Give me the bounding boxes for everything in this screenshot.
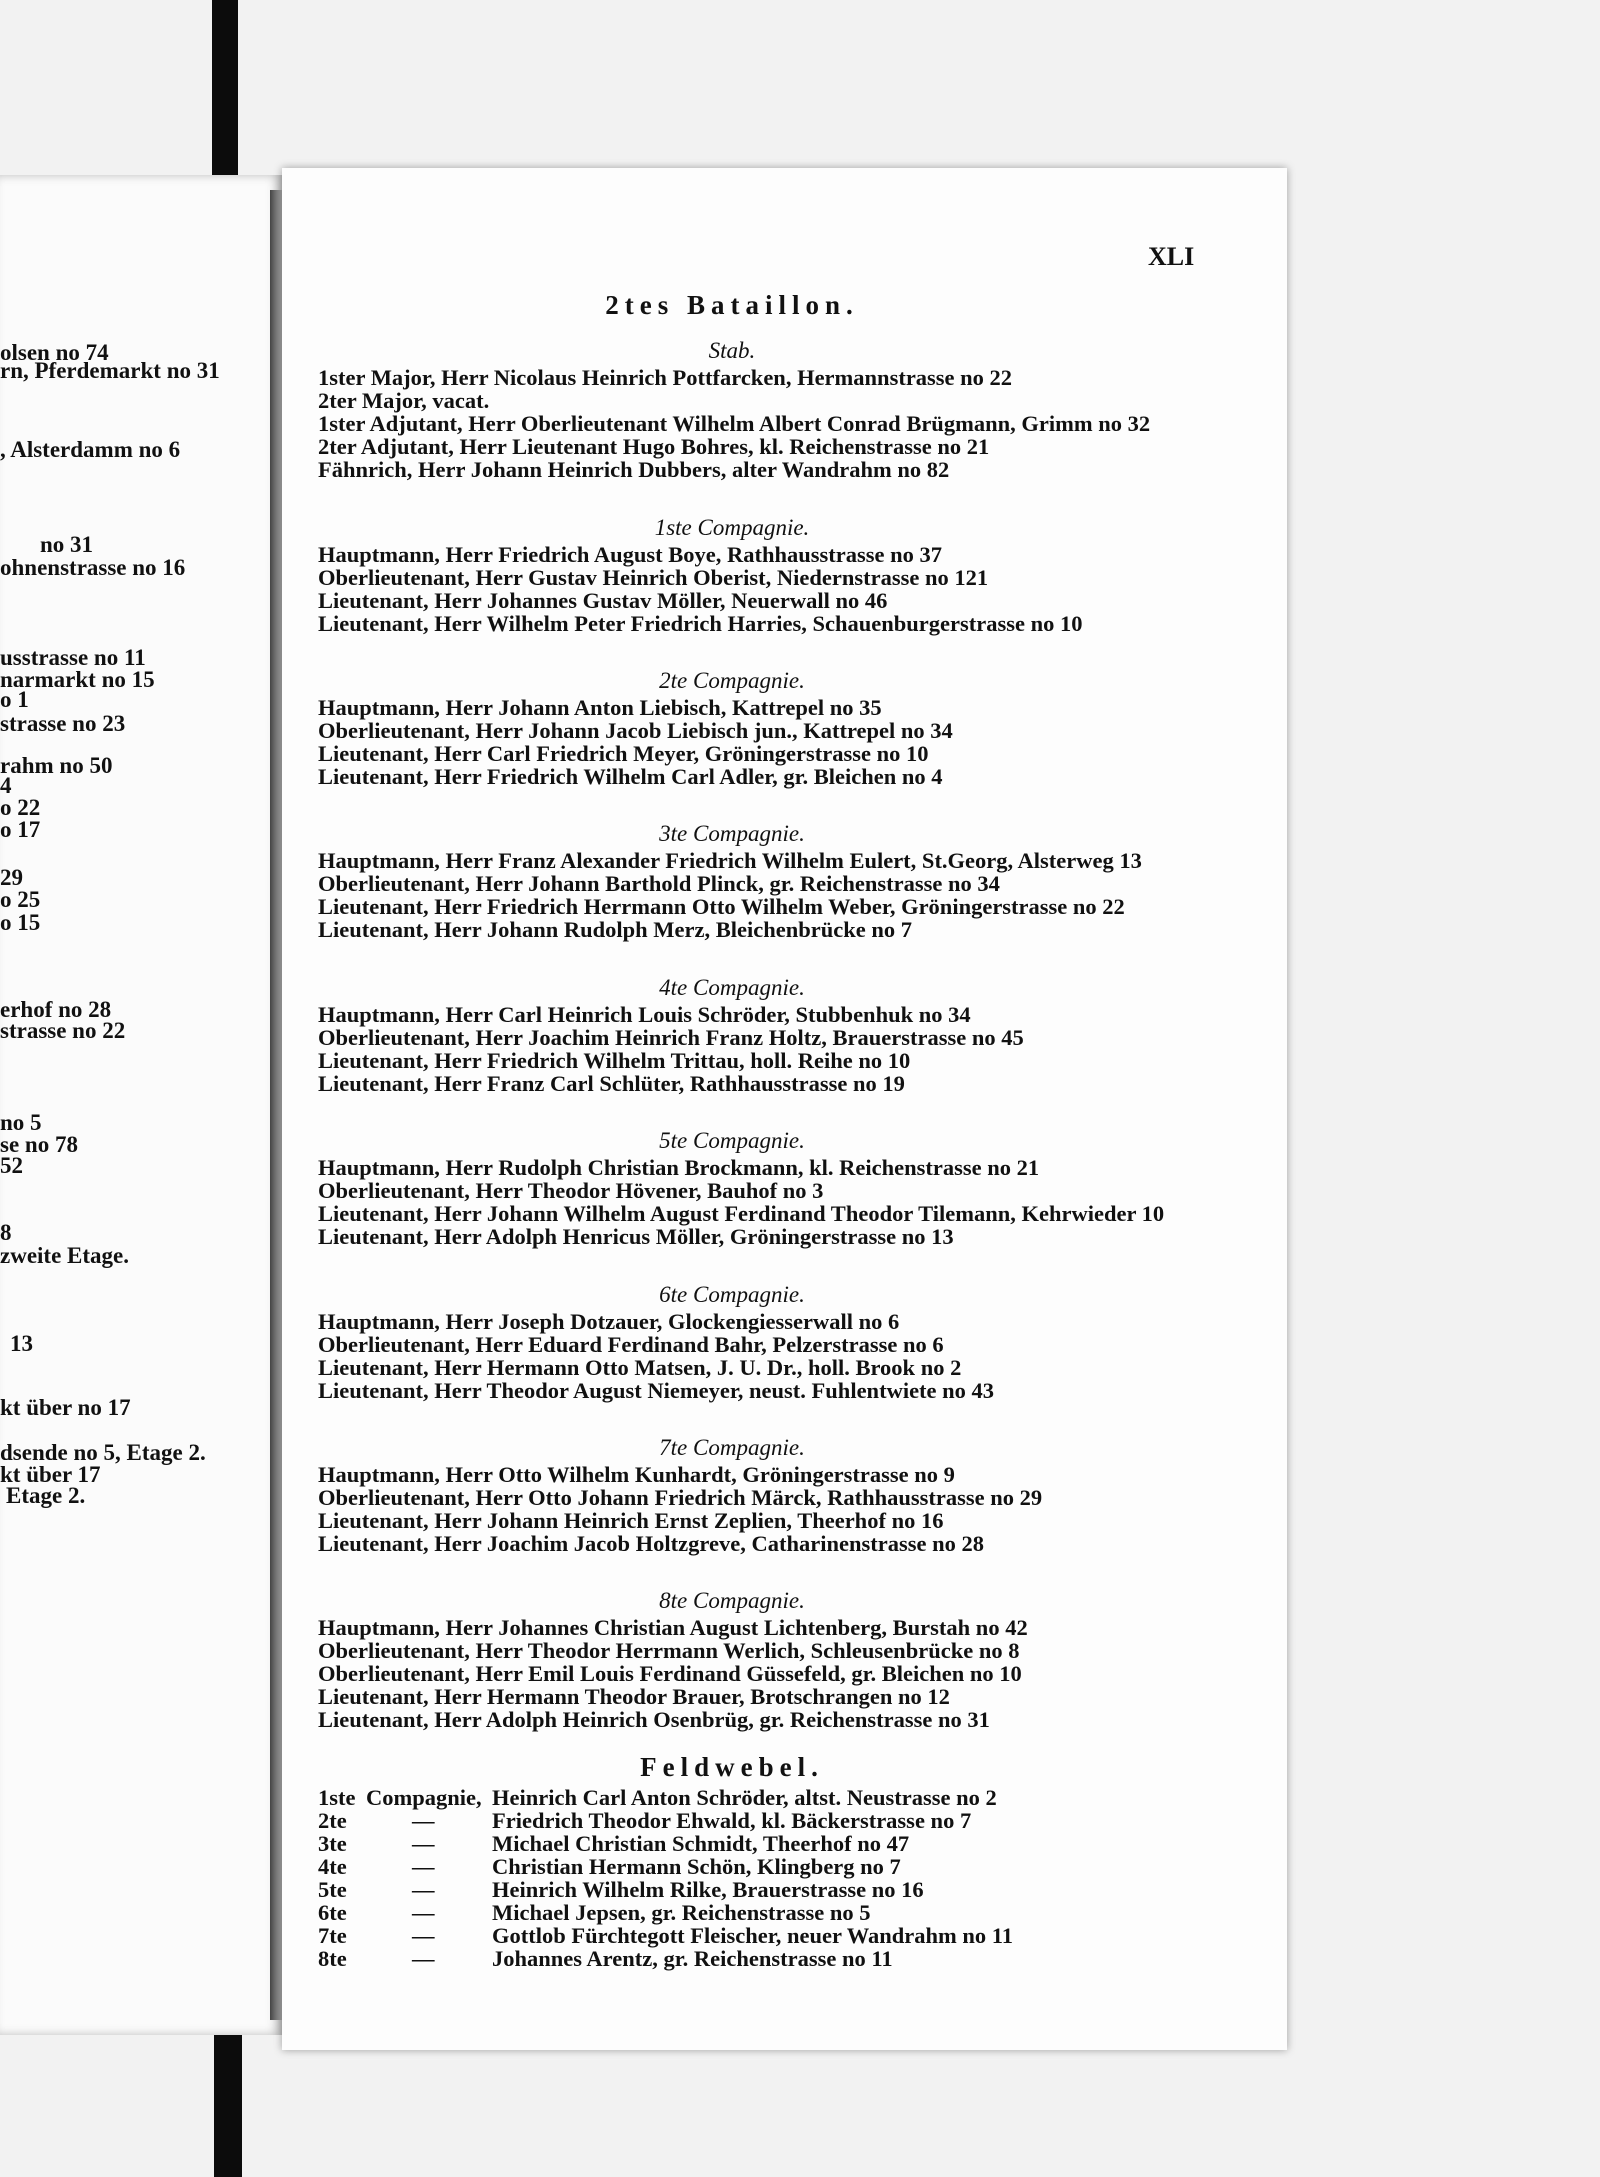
list-item: Lieutenant, Herr Adolph Heinrich Osenbrüg, gr. Reichenstrasse no 31: [318, 1707, 990, 1732]
list-item: Hauptmann, Herr Johann Anton Liebisch, Kattrepel no 35: [318, 695, 882, 720]
feldwebel-company: 4te: [318, 1854, 347, 1879]
feldwebel-company: 1ste: [318, 1785, 356, 1810]
list-item: Oberlieutenant, Herr Emil Louis Ferdinand Güssefeld, gr. Bleichen no 10: [318, 1661, 1022, 1686]
list-item: Hauptmann, Herr Otto Wilhelm Kunhardt, Gröningerstrasse no 9: [318, 1462, 955, 1487]
left-fragment: erhof no 28: [0, 997, 112, 1022]
left-page: [0, 175, 282, 2035]
list-item: Lieutenant, Herr Friedrich Herrmann Otto Wilhelm Weber, Gröningerstrasse no 22: [318, 894, 1125, 919]
list-item: Lieutenant, Herr Johann Heinrich Ernst Zeplien, Theerhof no 16: [318, 1508, 944, 1533]
left-fragment: no 5: [0, 1110, 42, 1135]
list-item: Hauptmann, Herr Carl Heinrich Louis Schröder, Stubbenhuk no 34: [318, 1002, 971, 1027]
feldwebel-name: Heinrich Wilhelm Rilke, Brauerstrasse no 16: [492, 1877, 924, 1902]
left-fragment: strasse no 23: [0, 711, 126, 736]
left-fragment: 52: [0, 1153, 23, 1178]
list-item: Lieutenant, Herr Adolph Henricus Möller, Gröningerstrasse no 13: [318, 1224, 954, 1249]
left-fragment: strasse no 22: [0, 1018, 126, 1043]
left-fragment: o 25: [0, 887, 41, 912]
list-item: Oberlieutenant, Herr Eduard Ferdinand Bahr, Pelzerstrasse no 6: [318, 1332, 944, 1357]
list-item: Hauptmann, Herr Rudolph Christian Brockmann, kl. Reichenstrasse no 21: [318, 1155, 1040, 1180]
list-item: Fähnrich, Herr Johann Heinrich Dubbers, alter Wandrahm no 82: [318, 457, 950, 482]
left-fragment: kt über 17: [0, 1462, 101, 1487]
list-item: Lieutenant, Herr Friedrich Wilhelm Carl Adler, gr. Bleichen no 4: [318, 764, 943, 789]
feldwebel-company: 5te: [318, 1877, 347, 1902]
list-item: Oberlieutenant, Herr Johann Barthold Plinck, gr. Reichenstrasse no 34: [318, 871, 1000, 896]
feldwebel-name: Michael Christian Schmidt, Theerhof no 47: [492, 1831, 910, 1856]
left-fragment: usstrasse no 11: [0, 645, 146, 670]
list-item: Lieutenant, Herr Friedrich Wilhelm Trittau, holl. Reihe no 10: [318, 1048, 911, 1073]
list-item: 2ter Major, vacat.: [318, 388, 490, 413]
feldwebel-label: —: [412, 1808, 435, 1833]
left-fragment: dsende no 5, Etage 2.: [0, 1440, 206, 1465]
feldwebel-name: Gottlob Fürchtegott Fleischer, neuer Wandrahm no 11: [492, 1923, 1014, 1948]
list-item: Oberlieutenant, Herr Johann Jacob Liebisch jun., Kattrepel no 34: [318, 718, 953, 743]
list-item: 2ter Adjutant, Herr Lieutenant Hugo Bohres, kl. Reichenstrasse no 21: [318, 434, 990, 459]
list-item: Hauptmann, Herr Johannes Christian August Lichtenberg, Burstah no 42: [318, 1615, 1028, 1640]
feldwebel-name: Heinrich Carl Anton Schröder, altst. Neustrasse no 2: [492, 1785, 997, 1810]
feldwebel-name: Friedrich Theodor Ehwald, kl. Bäckerstrasse no 7: [492, 1808, 972, 1833]
feldwebel-label: —: [412, 1946, 435, 1971]
section-title: 2te Compagnie.: [659, 668, 805, 693]
feldwebel-name: Michael Jepsen, gr. Reichenstrasse no 5: [492, 1900, 871, 1925]
left-fragment: 13: [10, 1331, 33, 1356]
feldwebel-label: —: [412, 1831, 435, 1856]
feldwebel-label: —: [412, 1854, 435, 1879]
feldwebel-company: 8te: [318, 1946, 347, 1971]
list-item: Lieutenant, Herr Theodor August Niemeyer, neust. Fuhlentwiete no 43: [318, 1378, 995, 1403]
list-item: 1ster Major, Herr Nicolaus Heinrich Pottfarcken, Hermannstrasse no 22: [318, 365, 1013, 390]
left-fragment: narmarkt no 15: [0, 667, 155, 692]
left-fragment: 4: [0, 773, 12, 798]
list-item: Oberlieutenant, Herr Otto Johann Friedrich Märck, Rathhausstrasse no 29: [318, 1485, 1043, 1510]
list-item: Oberlieutenant, Herr Theodor Hövener, Bauhof no 3: [318, 1178, 824, 1203]
left-fragment: 29: [0, 865, 23, 890]
list-item: Lieutenant, Herr Johann Rudolph Merz, Bleichenbrücke no 7: [318, 917, 912, 942]
list-item: Lieutenant, Herr Johann Wilhelm August Ferdinand Theodor Tilemann, Kehrwieder 10: [318, 1201, 1165, 1226]
feldwebel-company: 6te: [318, 1900, 347, 1925]
section-title: 1ste Compagnie.: [654, 515, 810, 540]
list-item: Oberlieutenant, Herr Joachim Heinrich Franz Holtz, Brauerstrasse no 45: [318, 1025, 1024, 1050]
section-title-stab: Stab.: [708, 338, 756, 363]
battalion-title: 2tes Bataillon.: [605, 290, 859, 320]
right-page: [282, 168, 1287, 2050]
list-item: Lieutenant, Herr Joachim Jacob Holtzgreve, Catharinenstrasse no 28: [318, 1531, 984, 1556]
left-fragment: 8: [0, 1220, 12, 1245]
feldwebel-name: Christian Hermann Schön, Klingberg no 7: [492, 1854, 901, 1879]
feldwebel-label: —: [412, 1900, 435, 1925]
list-item: Oberlieutenant, Herr Theodor Herrmann Werlich, Schleusenbrücke no 8: [318, 1638, 1020, 1663]
left-fragment: kt über no 17: [0, 1395, 131, 1420]
feldwebel-label: —: [412, 1923, 435, 1948]
list-item: Lieutenant, Herr Johannes Gustav Möller, Neuerwall no 46: [318, 588, 888, 613]
list-item: Lieutenant, Herr Wilhelm Peter Friedrich Harries, Schauenburgerstrasse no 10: [318, 611, 1083, 636]
section-title: 7te Compagnie.: [659, 1435, 805, 1460]
left-fragment: , Alsterdamm no 6: [0, 437, 181, 462]
list-item: Hauptmann, Herr Joseph Dotzauer, Glockengiesserwall no 6: [318, 1309, 900, 1334]
left-fragment: no 31: [40, 532, 94, 557]
list-item: Oberlieutenant, Herr Gustav Heinrich Oberist, Niedernstrasse no 121: [318, 565, 989, 590]
section-title: 3te Compagnie.: [659, 821, 805, 846]
list-item: Hauptmann, Herr Franz Alexander Friedrich Wilhelm Eulert, St.Georg, Alsterweg 13: [318, 848, 1142, 873]
feldwebel-title: Feldwebel.: [640, 1752, 824, 1782]
left-fragment: zweite Etage.: [0, 1243, 129, 1268]
left-fragment: o 17: [0, 817, 41, 842]
list-item: Lieutenant, Herr Hermann Theodor Brauer, Brotschrangen no 12: [318, 1684, 950, 1709]
section-title: 4te Compagnie.: [659, 975, 805, 1000]
feldwebel-company: 2te: [318, 1808, 347, 1833]
left-fragment: Etage 2.: [6, 1483, 86, 1508]
feldwebel-name: Johannes Arentz, gr. Reichenstrasse no 11: [492, 1946, 893, 1971]
section-title: 8te Compagnie.: [659, 1588, 805, 1613]
list-item: Lieutenant, Herr Hermann Otto Matsen, J. U. Dr., holl. Brook no 2: [318, 1355, 962, 1380]
section-title: 6te Compagnie.: [659, 1282, 805, 1307]
list-item: Lieutenant, Herr Carl Friedrich Meyer, Gröningerstrasse no 10: [318, 741, 929, 766]
left-fragment: ohnenstrasse no 16: [0, 555, 186, 580]
left-fragment: o 15: [0, 910, 41, 935]
feldwebel-company: 3te: [318, 1831, 347, 1856]
left-fragment: o 22: [0, 795, 41, 820]
section-title: 5te Compagnie.: [659, 1128, 805, 1153]
list-item: Hauptmann, Herr Friedrich August Boye, Rathhausstrasse no 37: [318, 542, 943, 567]
list-item: Lieutenant, Herr Franz Carl Schlüter, Rathhausstrasse no 19: [318, 1071, 905, 1096]
feldwebel-label: Compagnie,: [366, 1785, 482, 1810]
left-fragment: olsen no 74: [0, 340, 109, 365]
left-fragment: o 1: [0, 687, 29, 712]
left-fragment: rn, Pferdemarkt no 31: [0, 358, 220, 383]
page-number: XLI: [1148, 242, 1195, 271]
list-item: 1ster Adjutant, Herr Oberlieutenant Wilhelm Albert Conrad Brügmann, Grimm no 32: [318, 411, 1151, 436]
feldwebel-label: —: [412, 1877, 435, 1902]
left-fragment: rahm no 50: [0, 753, 113, 778]
left-fragment: se no 78: [0, 1132, 78, 1157]
feldwebel-company: 7te: [318, 1923, 347, 1948]
